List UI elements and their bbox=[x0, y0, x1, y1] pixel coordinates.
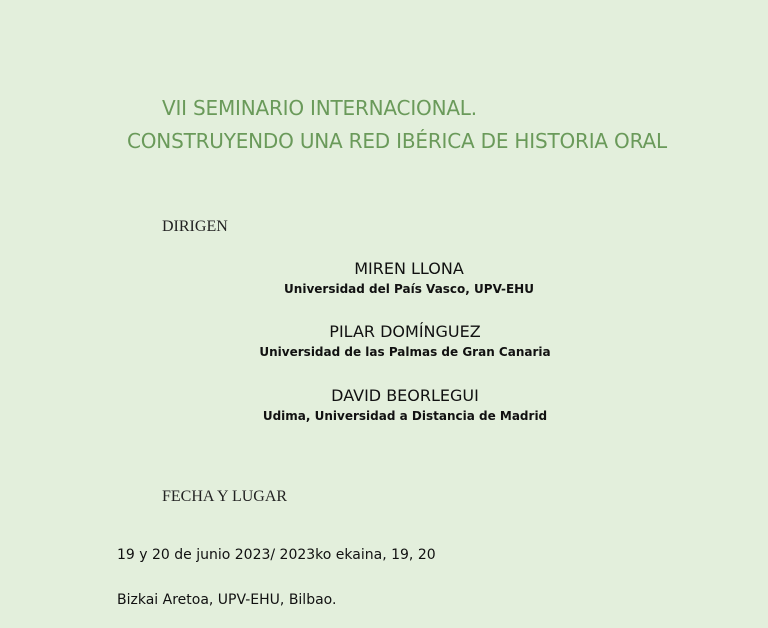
director-name: PILAR DOMÍNGUEZ bbox=[329, 322, 481, 341]
director-affiliation: Universidad de las Palmas de Gran Canaria bbox=[259, 345, 551, 359]
fecha-lugar-heading: FECHA Y LUGAR bbox=[162, 488, 288, 505]
director-affiliation: Udima, Universidad a Distancia de Madrid bbox=[262, 409, 548, 423]
event-place: Bizkai Aretoa, UPV-EHU, Bilbao. bbox=[117, 592, 337, 608]
director-pilar-dominguez bbox=[0, 322, 768, 359]
director-name: MIREN LLONA bbox=[354, 259, 464, 278]
title-line-2: CONSTRUYENDO UNA RED IBÉRICA DE HISTORIA ORAL bbox=[127, 129, 667, 153]
dirigen-heading: DIRIGEN bbox=[162, 218, 228, 235]
director-miren-llona bbox=[0, 259, 768, 296]
title-line-1: VII SEMINARIO INTERNACIONAL. bbox=[162, 96, 477, 120]
event-date: 19 y 20 de junio 2023/ 2023ko ekaina, 19, 20 bbox=[117, 547, 436, 563]
director-david-beorlegui bbox=[0, 386, 768, 423]
director-affiliation: Universidad del País Vasco, UPV-EHU bbox=[284, 282, 534, 296]
director-name: DAVID BEORLEGUI bbox=[331, 386, 479, 405]
